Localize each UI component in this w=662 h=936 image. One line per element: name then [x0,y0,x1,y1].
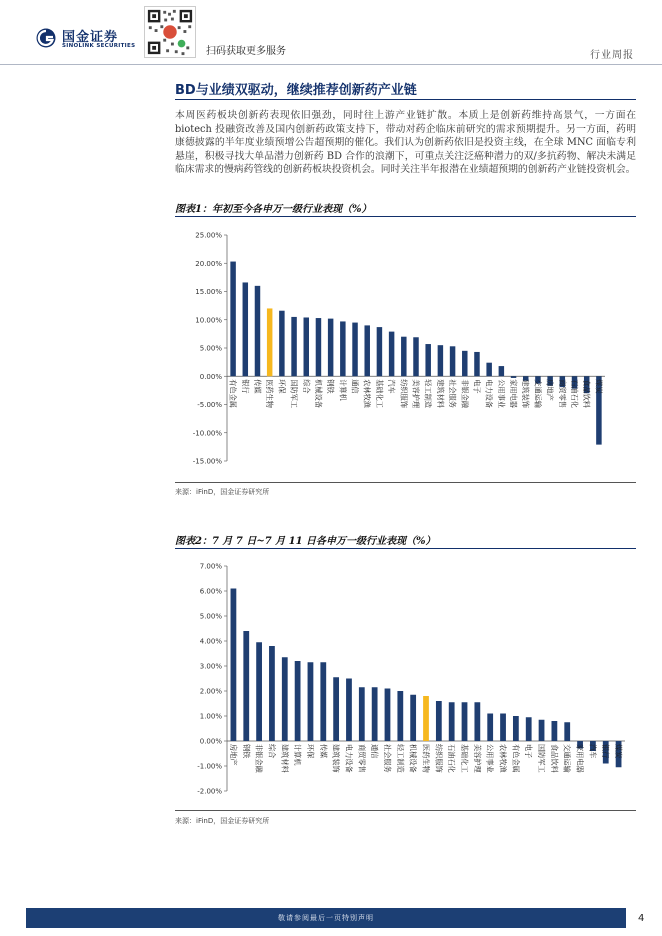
header-divider [0,64,662,65]
x-category-label: 环保 [277,379,287,394]
x-category-label: 纺织服饰 [434,744,444,773]
bar-医药生物 [267,308,272,376]
bar-机械设备 [316,318,321,376]
x-category-label: 交通运输 [562,744,572,773]
x-category-label: 通信 [370,744,380,759]
x-category-label: 建筑材料 [435,379,445,409]
x-category-label: 电力设备 [344,744,354,773]
bar-家用电器 [511,376,516,378]
bar-建筑装饰 [333,677,339,741]
figure1-title: 图表1：年初至今各申万一级行业表现（%） [175,204,372,215]
x-category-label: 通信 [350,379,360,394]
bar-医药生物 [423,696,429,741]
x-category-label: 有色金属 [228,379,238,409]
bar-综合 [304,317,309,376]
x-category-label: 电子 [472,379,482,394]
bar-纺织服饰 [401,337,406,377]
y-tick-label: 2.00% [199,687,222,696]
x-category-label: 国防军工 [537,744,547,773]
bar-电力设备 [346,679,352,742]
bar-社会服务 [385,689,391,742]
x-category-label: 基础化工 [374,379,384,409]
x-category-label: 食品饮料 [549,744,559,773]
bar-房地产 [231,589,237,742]
x-category-label: 建筑装饰 [521,379,531,409]
sinolink-logo-icon [36,28,56,48]
bar-电子 [526,717,532,741]
x-category-label: 公用事业 [496,379,506,409]
x-category-label: 基础化工 [460,744,470,773]
footer-bar [26,908,626,928]
body-paragraph: 本周医药板块创新药表现依旧强劲，同时往上游产业链扩散。本质上是创新药维持高景气，一方面在 biotech 投融资改善及国内创新药政策支持下，带动对药企临床前研究的需求预期提升。另一方面，药明康德披露的半年度业绩预增公告超预期的催化。我们认为创新药依旧是投资主线，在全球 MNC 面临专利悬崖，积极寻找大单品潜力创新药 BD 合作的浪潮下，可重点关注泛癌种潜力的双/多抗药物、解决未满足临床需求的慢病药管线的创新药板块投资机会。同时关注半年报潜在业绩超预期的创新药产业链投资机会。 [175,110,636,176]
figure2-bottom-rule [175,810,636,811]
x-category-label: 医药生物 [421,744,431,773]
y-tick-label: -1.00% [197,762,222,771]
bar-通信 [372,687,378,741]
x-category-label: 银行 [601,744,611,759]
bar-计算机 [340,321,345,376]
x-category-label: 商贸零售 [357,744,367,773]
bar-公用事业 [499,366,504,376]
figure1-bar-chart [175,220,636,482]
x-category-label: 房地产 [545,379,555,401]
y-tick-label: 1.00% [199,712,222,721]
x-category-label: 国防军工 [289,379,299,409]
footer-disclaimer[interactable]: 敬请参阅最后一页特别声明 [278,914,374,922]
x-category-label: 农林牧渔 [362,379,372,409]
bar-美容护理 [413,337,418,376]
bar-建筑材料 [438,345,443,376]
bar-轻工制造 [397,691,403,741]
y-tick-label: 15.00% [195,288,222,296]
section-title: BD与业绩双驱动，继续推荐创新药产业链 [175,83,417,98]
y-tick-label: 0.00% [199,737,222,746]
y-tick-label: 3.00% [199,662,222,671]
bar-电力设备 [486,363,491,377]
x-category-label: 综合 [267,744,277,759]
x-category-label: 家用电器 [575,744,585,773]
x-category-label: 交通运输 [533,379,543,409]
bar-基础化工 [377,327,382,376]
x-category-label: 食品饮料 [582,379,592,409]
x-category-label: 钢铁 [241,744,251,759]
x-category-label: 非银金融 [460,379,470,409]
logo-name-en: SINOLINK SECURITIES [62,43,136,49]
bar-石油石化 [449,702,455,741]
x-category-label: 电力设备 [484,379,494,409]
x-category-label: 房地产 [228,744,238,766]
figure2-top-rule [175,548,636,549]
y-tick-label: -15.00% [192,457,222,466]
bar-交通运输 [564,722,570,741]
y-tick-label: 6.00% [199,587,222,596]
bar-钢铁 [328,319,333,377]
bar-农林牧渔 [364,325,369,376]
bar-建筑材料 [282,657,288,741]
figure1-top-rule [175,216,636,217]
bar-机械设备 [410,695,416,741]
figure2-source: 来源：iFinD，国金证券研究所 [175,817,270,825]
bar-社会服务 [450,346,455,376]
scan-for-service-text: 扫码获取更多服务 [206,46,286,57]
y-tick-label: 5.00% [199,612,222,621]
x-category-label: 环保 [305,744,315,759]
bar-商贸零售 [359,687,365,741]
y-tick-label: 10.00% [195,316,222,325]
figure2-title: 图表2：7 月 7 日~7 月 11 日各申万一级行业表现（%） [175,536,436,547]
bar-传媒 [320,662,326,741]
x-category-label: 汽车 [387,379,397,394]
x-category-label: 社会服务 [382,744,392,773]
x-category-label: 综合 [301,379,311,394]
x-category-label: 医药生物 [265,379,275,409]
bar-通信 [352,323,357,377]
x-category-label: 美容护理 [411,379,421,409]
x-category-label: 纺织服饰 [399,379,409,409]
bar-钢铁 [243,631,249,741]
bar-国防军工 [291,317,296,376]
qr-code-icon[interactable] [144,6,196,58]
bar-美容护理 [474,702,480,741]
page-number: 4 [638,913,645,924]
bar-农林牧渔 [500,714,506,742]
x-category-label: 轻工制造 [423,379,433,409]
x-category-label: 机械设备 [408,744,418,773]
x-category-label: 建筑材料 [280,744,290,773]
x-category-label: 传媒 [318,744,328,759]
x-category-label: 计算机 [338,379,348,401]
x-category-label: 计算机 [293,744,303,766]
x-category-label: 非银金融 [254,744,264,773]
figure1-source: 来源：iFinD，国金证券研究所 [175,488,270,496]
x-category-label: 机械设备 [313,379,323,409]
x-category-label: 美容护理 [472,744,482,773]
bar-传媒 [255,286,260,376]
x-category-label: 银行 [240,379,250,394]
bar-国防军工 [539,720,545,741]
figure1-bottom-rule [175,482,636,483]
section-title-underline [175,99,636,100]
bar-环保 [279,311,284,377]
x-category-label: 有色金属 [511,744,521,773]
bar-有色金属 [513,716,519,741]
y-tick-label: -2.00% [197,787,222,796]
x-category-label: 轻工制造 [395,744,405,773]
x-category-label: 传媒 [252,379,262,394]
page-header [0,0,662,64]
figure2-bar-chart [175,552,636,808]
y-tick-label: 7.00% [199,562,222,571]
x-category-label: 电子 [524,744,534,759]
bar-计算机 [295,661,301,741]
x-category-label: 石油石化 [447,744,457,773]
bar-非银金融 [462,351,467,376]
bar-汽车 [389,332,394,377]
report-type-label: 行业周报 [590,50,634,61]
x-category-label: 社会服务 [448,379,458,409]
x-category-label: 钢铁 [326,379,336,394]
x-category-label: 家用电器 [509,379,519,409]
x-category-label: 建筑装饰 [331,744,341,773]
bar-食品饮料 [551,721,557,741]
bar-轻工制造 [425,344,430,376]
x-category-label: 商贸零售 [557,379,567,409]
bar-有色金属 [230,262,235,377]
bar-非银金融 [256,642,262,741]
bar-公用事业 [487,714,493,742]
y-tick-label: 4.00% [199,637,222,646]
y-tick-label: 0.00% [199,372,222,381]
logo-name-cn: 国金证券 [62,30,119,45]
x-category-label: 公用事业 [485,744,495,773]
bar-电子 [474,352,479,376]
bar-银行 [243,282,248,376]
x-category-label: 农林牧渔 [498,744,508,773]
bar-基础化工 [462,702,468,741]
bar-综合 [269,646,275,741]
x-category-label: 煤炭 [594,379,604,394]
x-category-label: 煤炭 [614,744,624,759]
bar-纺织服饰 [436,701,442,741]
x-category-label: 汽车 [588,744,598,759]
y-tick-label: 20.00% [195,259,222,268]
y-tick-label: -5.00% [197,401,222,409]
x-category-label: 石油石化 [570,379,580,409]
y-tick-label: 25.00% [195,231,222,240]
bar-环保 [308,662,314,741]
y-tick-label: 5.00% [199,344,222,353]
y-tick-label: -10.00% [192,429,222,438]
